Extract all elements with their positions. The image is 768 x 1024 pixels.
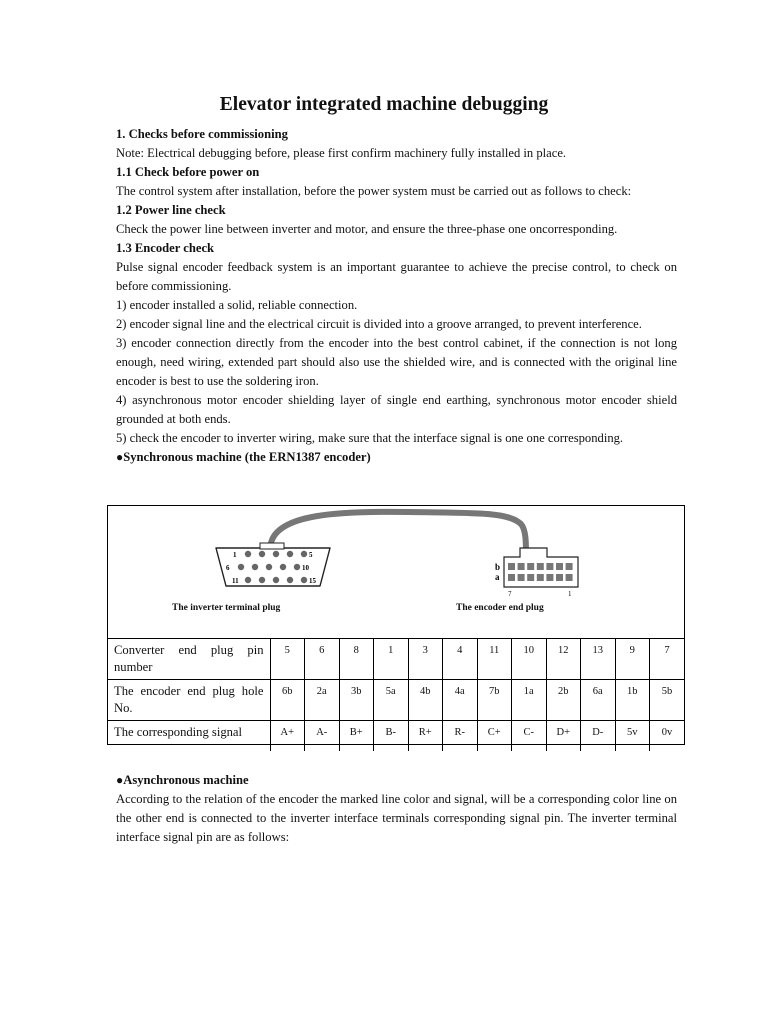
dsub-pin [294, 564, 300, 570]
table-cell: 1 [374, 639, 409, 680]
encoder-pin [508, 563, 515, 570]
table-cell: 9 [615, 639, 650, 680]
dsub-pin [301, 577, 307, 583]
table-cell: A- [305, 721, 340, 751]
table-cell: 4 [443, 639, 478, 680]
table-cell: 1b [615, 680, 650, 721]
section-1-2-text: Check the power line between inverter and motor, and ensure the three-phase one oncorresponding. [116, 222, 618, 236]
encoder-pin [546, 574, 553, 581]
async-section [116, 771, 677, 847]
encoder-pin [537, 574, 544, 581]
table-cell: 4b [408, 680, 443, 721]
encoder-pin [566, 574, 573, 581]
section-1-1-text: The control system after installation, before the power system must be carried out as follows to check: [116, 184, 632, 198]
dsub-pin [273, 551, 279, 557]
encoder-label-a: a [495, 572, 500, 582]
bullet-icon: ● [116, 450, 124, 464]
list-item: 2) encoder signal line and the electrical circuit is divided into a groove arranged, to prevent interference. [116, 317, 642, 331]
table-cell: 12 [546, 639, 581, 680]
dsub-pin [238, 564, 244, 570]
table-cell: 6b [270, 680, 305, 721]
dsub-pin [259, 551, 265, 557]
table-cell: B- [374, 721, 409, 751]
section-1-heading: 1. Checks before commissioning [116, 127, 288, 141]
list-item: 5) check the encoder to inverter wiring, make sure that the interface signal is one one corresponding. [116, 431, 624, 445]
table-cell: 11 [477, 639, 512, 680]
encoder-pin [518, 563, 525, 570]
table-cell: 3 [408, 639, 443, 680]
table-row [108, 639, 684, 680]
dsub-pin [266, 564, 272, 570]
encoder-pin [527, 574, 534, 581]
table-cell: 2a [305, 680, 340, 721]
encoder-pin [546, 563, 553, 570]
row-header: The corresponding signal [108, 721, 270, 751]
section-1-3-text: Pulse signal encoder feedback system is an important guarantee to achieve the precise control, to check on before commissioning. [116, 260, 677, 293]
encoder-figure [107, 505, 685, 745]
table-cell: B+ [339, 721, 374, 751]
encoder-pin [508, 574, 515, 581]
dsub-pin [301, 551, 307, 557]
async-text: According to the relation of the encoder the marked line color and signal, will be a corresponding color line on the other end is connected to the inverter interface terminals corresponding signal pin. The inverter terminal interface signal pin are as follows: [116, 792, 677, 844]
dsub-pin [245, 551, 251, 557]
section-1-1-heading: 1.1 Check before power on [116, 165, 260, 179]
dsub-pin [252, 564, 258, 570]
async-heading [116, 771, 677, 790]
encoder-label-7: 7 [508, 590, 512, 598]
table-cell: 4a [443, 680, 478, 721]
table-cell: 1a [512, 680, 547, 721]
table-cell: A+ [270, 721, 305, 751]
dsub-pin [259, 577, 265, 583]
table-cell: 5a [374, 680, 409, 721]
encoder-pin [518, 574, 525, 581]
dsub-pin [287, 577, 293, 583]
list-item: 3) encoder connection directly from the encoder into the best control cabinet, if the connection is not long enough, need wiring, extended part should also use the shielded wire, and is connected with the original line encoder is best to use the soldering iron. [116, 336, 677, 388]
table-cell: 5 [270, 639, 305, 680]
table-cell: 8 [339, 639, 374, 680]
table-cell: D+ [546, 721, 581, 751]
row-header: Converter end plug pin number [108, 639, 270, 680]
table-cell: C- [512, 721, 547, 751]
table-cell: R+ [408, 721, 443, 751]
inverter-plug-caption: The inverter terminal plug [172, 603, 281, 613]
dsub-label-10: 10 [302, 564, 309, 572]
list-item: 1) encoder installed a solid, reliable connection. [116, 298, 358, 312]
async-heading-text: Asynchronous machine [123, 773, 249, 787]
encoder-pin [556, 563, 563, 570]
encoder-label-1: 1 [568, 590, 572, 598]
table-cell: 13 [581, 639, 616, 680]
table-cell: 0v [650, 721, 685, 751]
page-title: Elevator integrated machine debugging [219, 94, 549, 115]
table-cell: 5b [650, 680, 685, 721]
table-row [108, 721, 684, 751]
dsub-label-11: 11 [232, 577, 239, 585]
section-1-2-heading: 1.2 Power line check [116, 203, 226, 217]
document-body [116, 125, 677, 467]
table-cell: 10 [512, 639, 547, 680]
table-cell: 5v [615, 721, 650, 751]
table-row [108, 680, 684, 721]
sync-heading-text: Synchronous machine (the ERN1387 encoder) [123, 450, 371, 464]
encoder-pin [556, 574, 563, 581]
section-1-note: Note: Electrical debugging before, please first confirm machinery fully installed in place. [116, 146, 567, 160]
row-header: The encoder end plug hole No. [108, 680, 270, 721]
encoder-plug-caption: The encoder end plug [456, 603, 544, 613]
table-cell: D- [581, 721, 616, 751]
bullet-icon: ● [116, 773, 124, 787]
dsub-pin [287, 551, 293, 557]
sync-heading [116, 448, 677, 467]
dsub-pin [280, 564, 286, 570]
dsub-label-1: 1 [233, 551, 237, 559]
encoder-pin [537, 563, 544, 570]
table-cell: 6a [581, 680, 616, 721]
dsub-pin [245, 577, 251, 583]
list-item: 4) asynchronous motor encoder shielding layer of single end earthing, synchronous motor encoder shield grounded at both ends. [116, 393, 677, 426]
dsub-pin [273, 577, 279, 583]
pin-mapping-table [108, 638, 684, 751]
connector-diagram [108, 506, 684, 638]
encoder-pin [566, 563, 573, 570]
table-cell: C+ [477, 721, 512, 751]
table-cell: 7b [477, 680, 512, 721]
encoder-pin [527, 563, 534, 570]
table-cell: 2b [546, 680, 581, 721]
dsub-label-6: 6 [226, 564, 230, 572]
encoder-label-b: b [495, 562, 501, 572]
dsub-label-5: 5 [309, 551, 313, 559]
table-cell: R- [443, 721, 478, 751]
section-1-3-heading: 1.3 Encoder check [116, 241, 215, 255]
table-cell: 3b [339, 680, 374, 721]
table-cell: 6 [305, 639, 340, 680]
table-cell: 7 [650, 639, 685, 680]
dsub-label-15: 15 [309, 577, 316, 585]
